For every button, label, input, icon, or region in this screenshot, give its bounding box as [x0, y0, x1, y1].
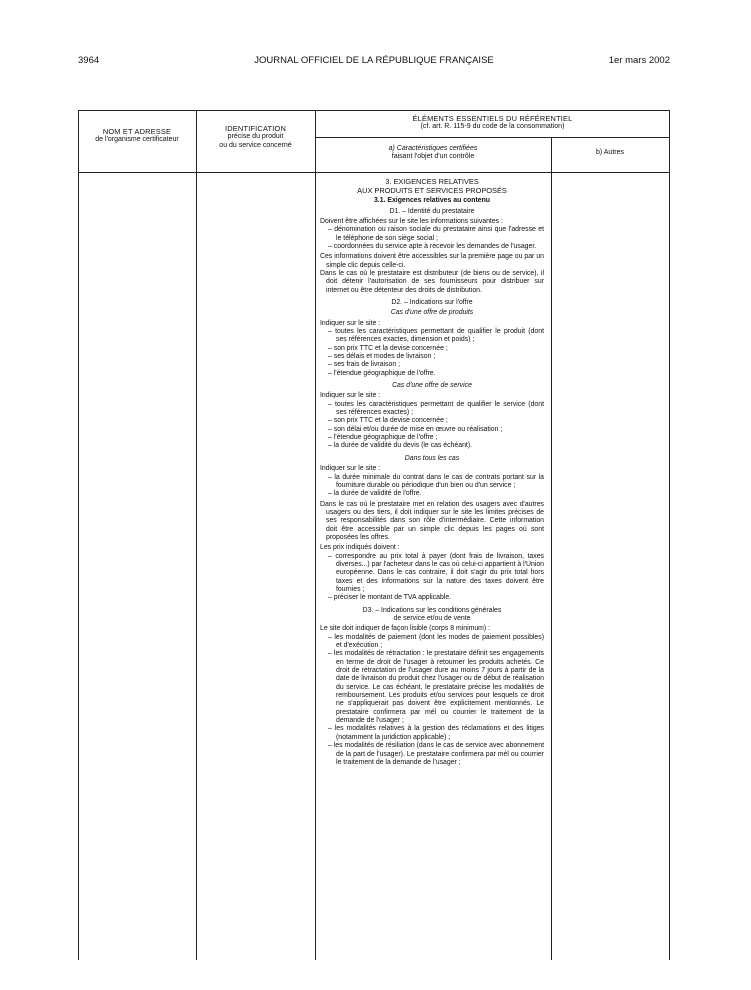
section-title-line2: AUX PRODUITS ET SERVICES PROPOSÉS — [357, 185, 507, 195]
paragraph: Ces informations doivent être accessibles sur la première page ou par un simple clic depuis celle-ci. — [320, 253, 544, 269]
header-col2-sub1: précise du produit — [227, 133, 284, 141]
table-right-border — [669, 110, 670, 960]
subsection-3-1: 3.1. Exigences relatives au contenu — [373, 197, 491, 205]
list-item: – dénomination ou raison sociale du prestataire ainsi que l'adresse et le téléphone de son siège social ; — [328, 226, 544, 242]
col-divider-2 — [315, 110, 316, 960]
list-item: – l'étendue géographique de l'offre. — [328, 369, 436, 377]
issue-date: 1er mars 2002 — [608, 55, 670, 66]
list-item: – correspondre au prix total à payer (dont frais de livraison, taxes diverses...) par l'acheteur dans le cas où celui-ci appartient à l'Union européenne. Dans le cas contraire, il doit s'agir du prix total hors taxes et des informations sur la nature des taxes doivent être fournies ; — [328, 552, 544, 593]
d2-case3-intro: Indiquer sur le site : — [320, 465, 381, 473]
paragraph: Dans le cas où le prestataire est distributeur (de biens ou de service), il doit détenir l'autorisation de ses fournisseurs pour distribuer sur internet ou être détenteur des droits de distribution. — [320, 269, 544, 294]
d2-case-produits: Cas d'une offre de produits — [390, 309, 474, 317]
header-col2-sub2: ou du service concerné — [219, 141, 292, 149]
header-col2-title: IDENTIFICATION — [225, 124, 286, 133]
d2-case-service: Cas d'une offre de service — [392, 382, 472, 390]
list-item: – son prix TTC et la devise concernée ; — [328, 417, 448, 425]
list-item: – ses frais de livraison ; — [328, 361, 400, 369]
list-item: – toutes les caractéristiques permettant de qualifier le service (dont ses références exactes) ; — [328, 400, 544, 417]
header-col3a-line1: a) Caractéristiques certifiées — [388, 145, 478, 152]
list-item: – l'étendue géographique de l'offre ; — [328, 434, 438, 442]
col3-inner-rule — [315, 137, 670, 138]
header-col-caracteristiques — [315, 145, 551, 162]
paragraph: Dans le cas où le prestataire met en relation des usagers avec d'autres usagers ou des tiers, il doit indiquer sur le site les limites précises de ses responsabilités dans son rôle d'intermédiaire. Cette information doit être accessible par un simple clic depuis les pages où sont proposées les offres. — [320, 500, 544, 541]
header-col1-subtitle: de l'organisme certificateur — [95, 136, 179, 144]
journal-title: JOURNAL OFFICIEL DE LA RÉPUBLIQUE FRANÇAISE — [254, 55, 494, 66]
body-column — [320, 178, 544, 767]
table-left-border — [78, 110, 79, 960]
list-item: – les modalités relatives à la gestion des réclamations et des litiges (notamment la juridiction applicable) ; — [328, 725, 544, 741]
d2-case1-intro: Indiquer sur le site : — [320, 319, 381, 327]
list-item: – son délai et/ou durée de mise en œuvre ou réalisation ; — [328, 425, 503, 433]
running-head — [78, 55, 670, 69]
d3-intro: Le site doit indiquer de façon lisible (corps 8 minimum) : — [320, 625, 491, 633]
header-col3b: b) Autres — [595, 149, 624, 156]
header-col3-title: ÉLÉMENTS ESSENTIELS DU RÉFÉRENTIEL — [412, 114, 573, 123]
header-col-identification — [196, 125, 315, 150]
header-col-autres — [551, 149, 669, 157]
col-divider-3 — [551, 137, 552, 960]
page-number: 3964 — [78, 55, 100, 66]
header-col3a-line2: faisant l'objet d'un contrôle — [391, 153, 475, 161]
d1-intro: Doivent être affichées sur le site les informations suivantes : — [320, 217, 503, 225]
list-item: – la durée de validité du devis (le cas échéant). — [328, 442, 473, 450]
d2-case2-intro: Indiquer sur le site : — [320, 392, 381, 400]
list-item: – ses délais et modes de livraison ; — [328, 353, 436, 361]
d3-title-line2: de service et/ou de vente — [393, 615, 471, 622]
list-item: – coordonnées du service apte à recevoir les demandes de l'usager. — [328, 242, 537, 250]
d2-prix-intro: Les prix indiqués doivent : — [320, 544, 400, 552]
d3-title-line1: D3. – Indications sur les conditions générales — [362, 606, 502, 614]
d2-case-tous: Dans tous les cas — [404, 454, 460, 462]
list-item: – les modalités de rétractation : le prestataire définit ses engagements en terme de droit de l'usager à retourner les produits achetés. Ce droit de rétractation de l'usager dure au moins 7 jours à partir de la date de livraison du produit chez l'usager ou de début de réalisation du service. Le cas échéant, le prestataire précise les modalités de remboursement. Les produits et/ou services pour lesquels ce droit ne s'appliquerait pas doivent être explicitement mentionnés. Le prestataire confirmera par mél ou courrier le traitement de la demande de l'usager ; — [328, 650, 544, 725]
list-item: – la durée minimale du contrat dans le cas de contrats portant sur la fourniture durable ou périodique d'un bien ou d'un service ; — [328, 473, 544, 489]
list-item: – la durée de validité de l'offre. — [328, 490, 422, 498]
list-item: – préciser le montant de TVA applicable. — [328, 594, 452, 602]
header-col-elements — [315, 115, 670, 132]
d2-title: D2. – Indications sur l'offre — [391, 298, 473, 306]
list-item: – son prix TTC et la devise concernée ; — [328, 344, 448, 352]
table-top-rule — [78, 110, 670, 111]
col-divider-1 — [196, 110, 197, 960]
header-col3-ref: (cf. art. R. 115-9 du code de la consommation) — [420, 123, 565, 131]
header-col1-title: NOM ET ADRESSE — [102, 127, 172, 136]
list-item: – les modalités de résiliation (dans le cas de service avec abonnement de la part de l'usager). Le prestataire confirmera par mél ou courrier le traitement de la demande de l'usager ; — [328, 742, 544, 766]
list-item: – toutes les caractéristiques permettant de qualifier le produit (dont ses références exactes, dimension et poids) ; — [328, 328, 544, 344]
list-item: – les modalités de paiement (dont les modes de paiement possibles) et d'exécution ; — [328, 633, 544, 650]
table-header-rule — [78, 172, 670, 173]
header-col-organisme — [78, 128, 196, 145]
section-title-line1: 3. EXIGENCES RELATIVES — [385, 177, 479, 186]
d1-title: D1. – Identité du prestataire — [389, 207, 475, 215]
